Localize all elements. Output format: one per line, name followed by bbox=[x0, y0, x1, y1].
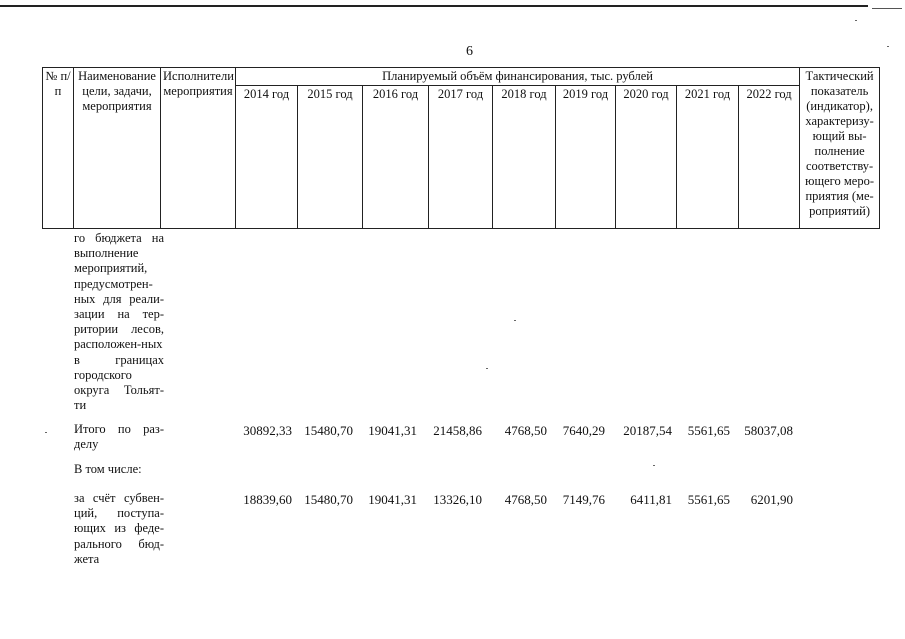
page-number: 6 bbox=[466, 44, 473, 59]
row-total-value: 4768,50 bbox=[504, 423, 547, 438]
scan-speck bbox=[486, 368, 488, 369]
header-col-indicator: Тактический показатель (индикатор), характеризу-ющий вы-полнение соответству-ющего меро-приятия (ме-роприятий) bbox=[800, 68, 880, 229]
row-total-value: 15480,70 bbox=[304, 423, 353, 438]
scan-speck bbox=[45, 432, 47, 433]
row-label-subventions: за счёт субвен-ций, поступа-ющих из феде-рального бюд-жета bbox=[74, 491, 164, 566]
row-subventions-value: 19041,31 bbox=[368, 492, 417, 507]
row-label-including: В том числе: bbox=[74, 462, 142, 476]
row-label-total: Итого по раз-делу bbox=[74, 422, 164, 452]
header-year: 2019 год bbox=[556, 86, 616, 229]
header-year: 2022 год bbox=[739, 86, 800, 229]
header-year: 2015 год bbox=[298, 86, 363, 229]
row-total-value: 30892,33 bbox=[243, 423, 292, 438]
scan-speck bbox=[514, 320, 516, 321]
row-subventions-value: 6201,90 bbox=[750, 492, 793, 507]
header-col-name: Наименование цели, задачи, мероприятия bbox=[74, 68, 161, 229]
header-col-planned: Планируемый объём финансирования, тыс. рублей bbox=[236, 68, 800, 86]
row-total-value: 19041,31 bbox=[368, 423, 417, 438]
scan-edge-line-right bbox=[872, 8, 902, 9]
scan-edge-line bbox=[0, 5, 868, 7]
header-year: 2020 год bbox=[616, 86, 677, 229]
header-year: 2014 год bbox=[236, 86, 298, 229]
row-subventions-value: 6411,81 bbox=[630, 492, 672, 507]
row-subventions-value: 13326,10 bbox=[433, 492, 482, 507]
row-total-value: 20187,54 bbox=[623, 423, 672, 438]
row-subventions-value: 5561,65 bbox=[687, 492, 730, 507]
row-subventions-value: 7149,76 bbox=[562, 492, 605, 507]
scan-speck bbox=[653, 465, 655, 466]
header-year: 2017 год bbox=[429, 86, 493, 229]
row-total-value: 58037,08 bbox=[744, 423, 793, 438]
row-subventions-value: 18839,60 bbox=[243, 492, 292, 507]
header-year: 2018 год bbox=[493, 86, 556, 229]
row-subventions-value: 15480,70 bbox=[304, 492, 353, 507]
header-table bbox=[42, 67, 880, 229]
row-total-value: 7640,29 bbox=[562, 423, 605, 438]
header-year: 2021 год bbox=[677, 86, 739, 229]
row-subventions-value: 4768,50 bbox=[504, 492, 547, 507]
header-col-executors: Исполнители мероприятия bbox=[161, 68, 236, 229]
header-col-number: № п/п bbox=[43, 68, 74, 229]
header-year: 2016 год bbox=[363, 86, 429, 229]
continuation-text: го бюджета на выполнение мероприятий, предусмотрен-ных для реали-зации на тер-ритории лесов, расположен-ных в границах городского округа Тольят-ти bbox=[74, 231, 164, 413]
scan-speck bbox=[855, 20, 857, 21]
row-total-value: 21458,86 bbox=[433, 423, 482, 438]
row-total-value: 5561,65 bbox=[687, 423, 730, 438]
scan-speck bbox=[887, 46, 889, 47]
